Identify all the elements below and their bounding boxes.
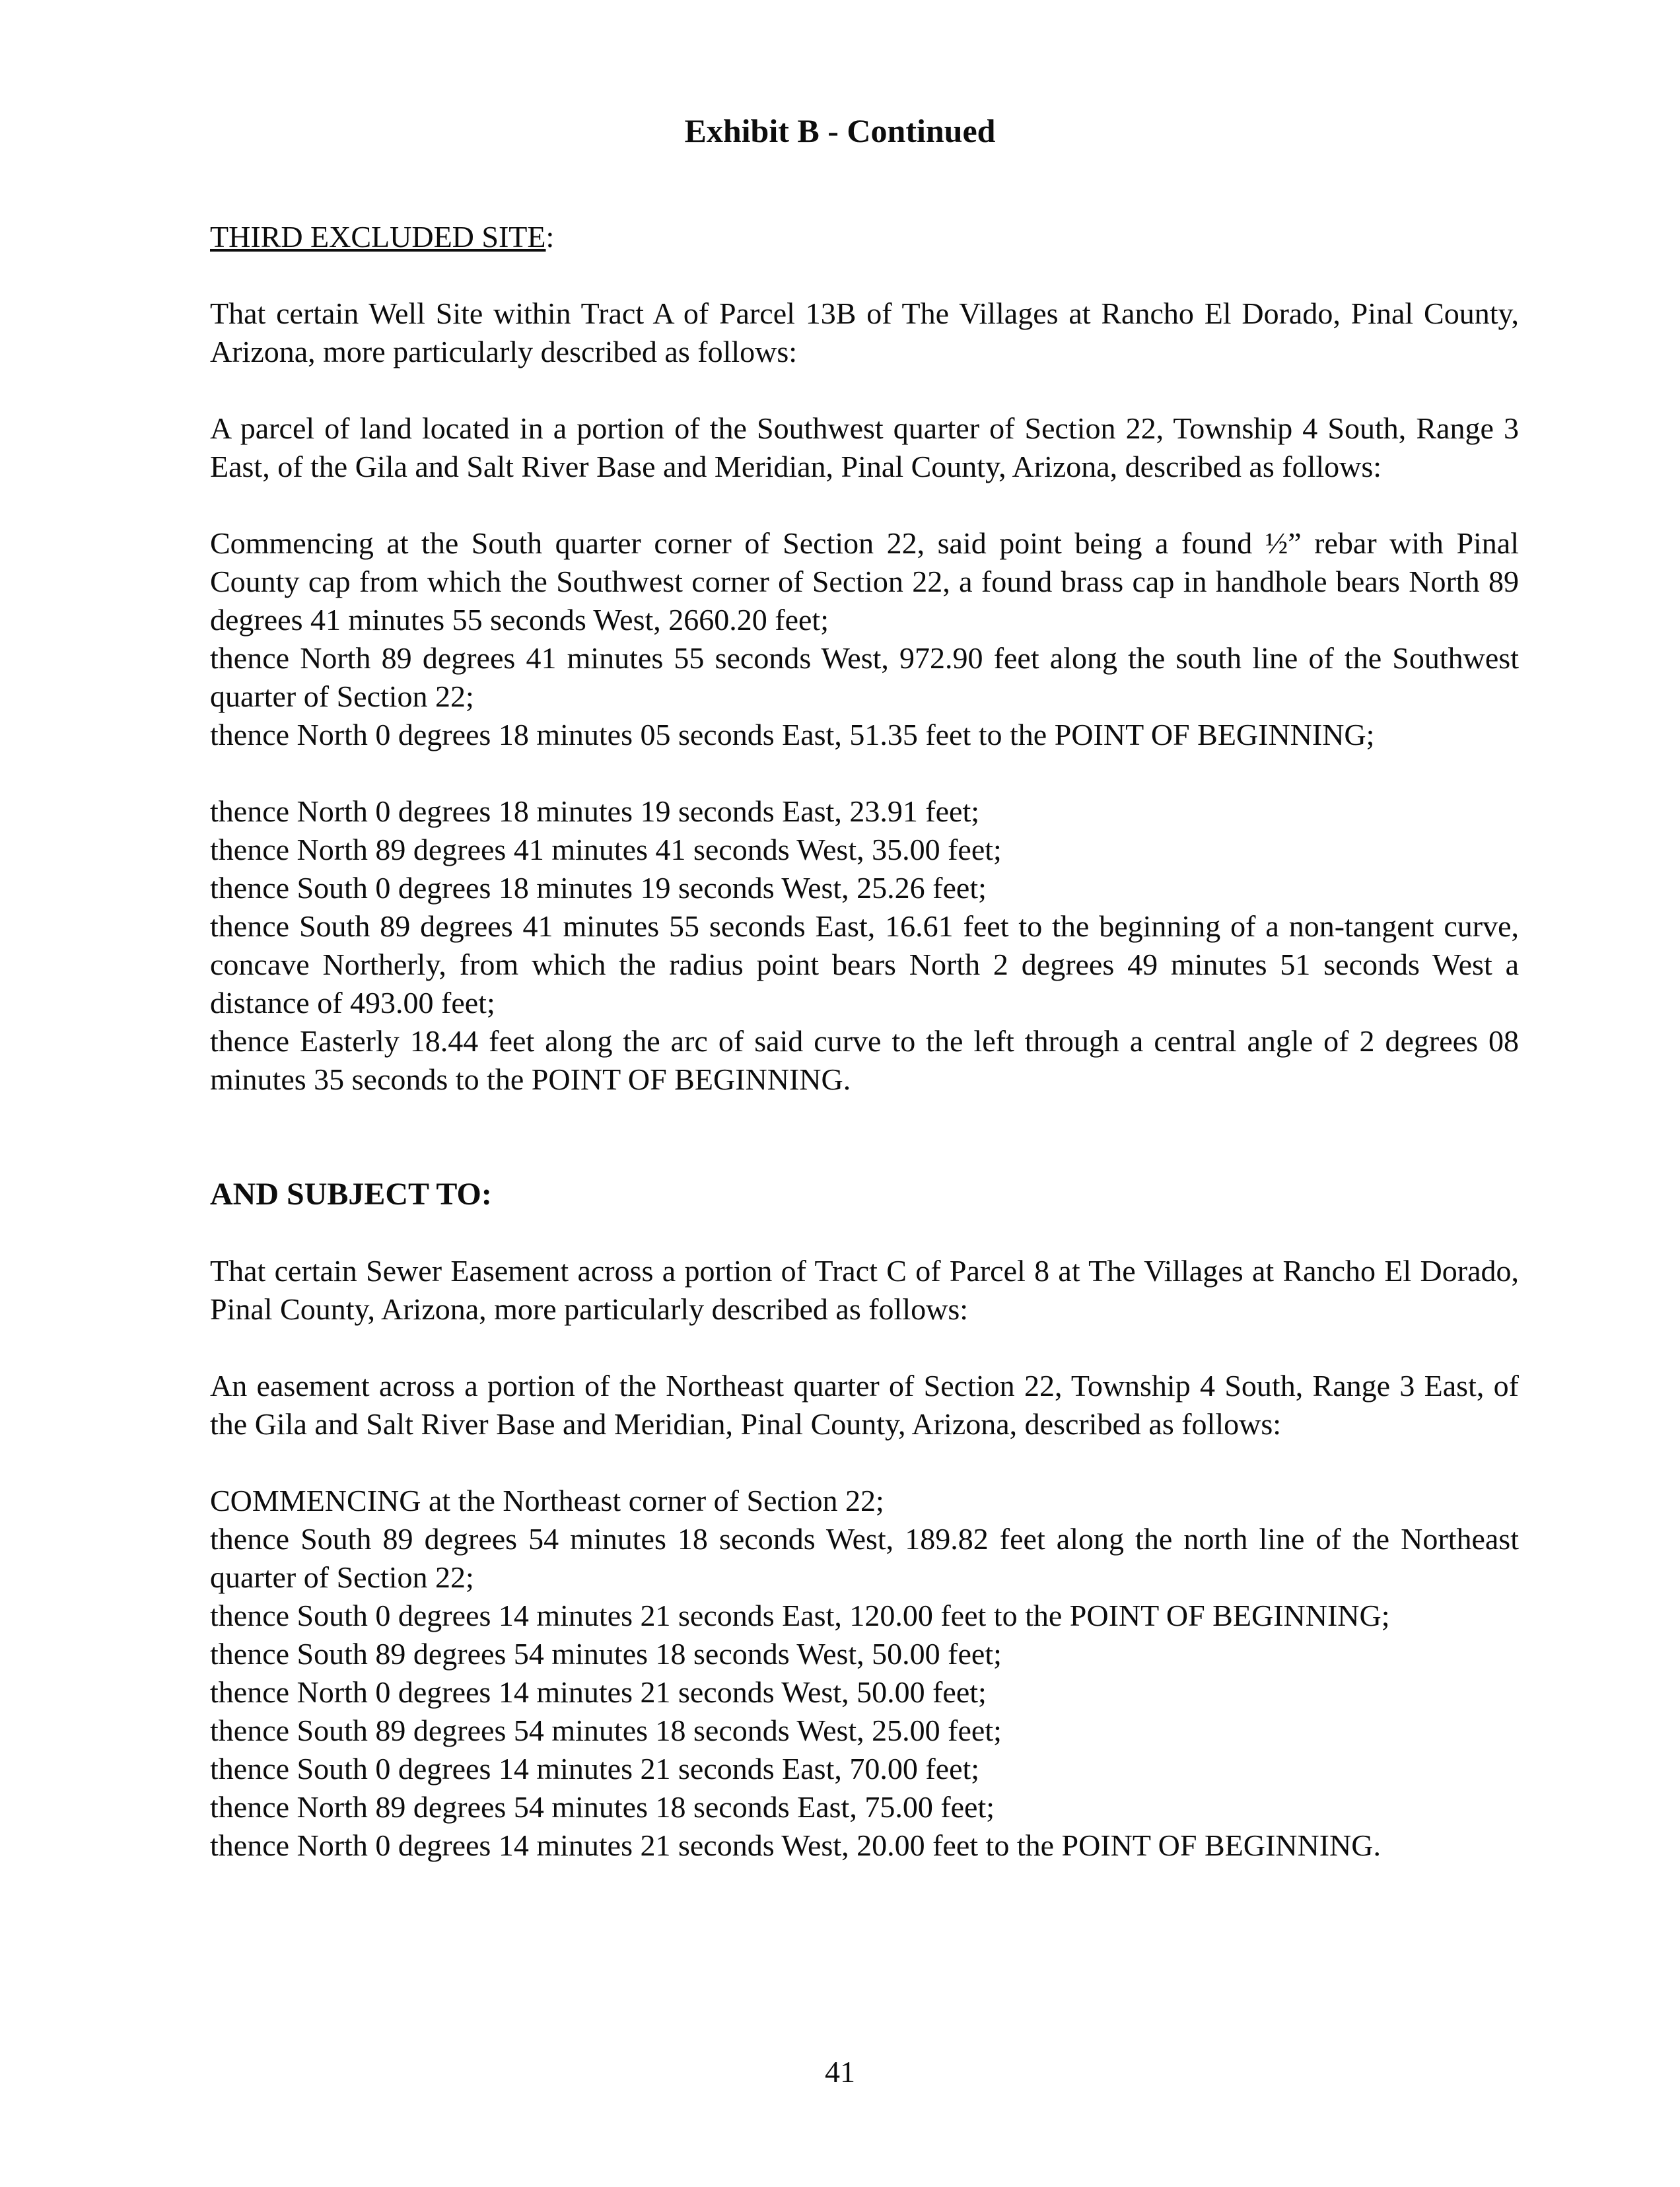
easement-course: thence North 89 degrees 54 minutes 18 seconds East, 75.00 feet; bbox=[210, 1790, 995, 1824]
sewer-easement-intro: That certain Sewer Easement across a portion of Tract C of Parcel 8 at The Villages at Rancho El Dorado, Pinal County, Arizona, more particularly described as follows: bbox=[210, 1254, 1519, 1326]
commencing-course: Commencing at the South quarter corner of Section 22, said point being a found ½” rebar with Pinal County cap from which the Southwest corner of Section 22, a found brass cap in handhole bears North 89 degrees 41 minutes 55 seconds West, 2660.20 feet; bbox=[210, 526, 1519, 637]
subject-to-heading: AND SUBJECT TO: bbox=[210, 1177, 492, 1212]
easement-course: thence North 0 degrees 14 minutes 21 seconds West, 50.00 feet; bbox=[210, 1675, 987, 1709]
third-site-heading-text: THIRD EXCLUDED SITE bbox=[210, 220, 546, 254]
boundary-course: thence South 0 degrees 18 minutes 19 seconds West, 25.26 feet; bbox=[210, 871, 987, 905]
easement-course: thence South 89 degrees 54 minutes 18 seconds West, 50.00 feet; bbox=[210, 1637, 1002, 1671]
third-site-heading bbox=[210, 218, 1519, 256]
parcel-description: A parcel of land located in a portion of the Southwest quarter of Section 22, Township 4 South, Range 3 East, of the Gila and Salt River Base and Meridian, Pinal County, Arizona, described as follows: bbox=[210, 411, 1519, 483]
easement-course: thence South 89 degrees 54 minutes 18 seconds West, 189.82 feet along the north line of the Northeast quarter of Section 22; bbox=[210, 1522, 1519, 1594]
page-number: 41 bbox=[825, 2055, 855, 2089]
page-title: Exhibit B - Continued bbox=[684, 112, 996, 149]
boundary-course: thence North 0 degrees 18 minutes 19 seconds East, 23.91 feet; bbox=[210, 794, 980, 828]
easement-course: thence South 0 degrees 14 minutes 21 seconds East, 120.00 feet to the POINT OF BEGINNING; bbox=[210, 1599, 1390, 1632]
third-site-heading-colon: : bbox=[545, 220, 555, 254]
easement-description: An easement across a portion of the Northeast quarter of Section 22, Township 4 South, Range 3 East, of the Gila and Salt River Base and Meridian, Pinal County, Arizona, described as follows: bbox=[210, 1369, 1519, 1441]
boundary-course: thence North 89 degrees 41 minutes 41 seconds West, 35.00 feet; bbox=[210, 833, 1002, 866]
commencing-course: thence North 0 degrees 18 minutes 05 seconds East, 51.35 feet to the POINT OF BEGINNING; bbox=[210, 718, 1375, 751]
well-site-intro: That certain Well Site within Tract A of Parcel 13B of The Villages at Rancho El Dorado, Pinal County, Arizona, more particularly described as follows: bbox=[210, 296, 1519, 368]
easement-course: thence North 0 degrees 14 minutes 21 seconds West, 20.00 feet to the POINT OF BEGINNING. bbox=[210, 1828, 1381, 1862]
easement-course: COMMENCING at the Northeast corner of Section 22; bbox=[210, 1484, 884, 1517]
document-body bbox=[210, 218, 1519, 1865]
easement-course: thence South 0 degrees 14 minutes 21 seconds East, 70.00 feet; bbox=[210, 1752, 980, 1786]
boundary-course: thence Easterly 18.44 feet along the arc of said curve to the left through a central angle of 2 degrees 08 minutes 35 seconds to the POINT OF BEGINNING. bbox=[210, 1024, 1519, 1096]
easement-course: thence South 89 degrees 54 minutes 18 seconds West, 25.00 feet; bbox=[210, 1714, 1002, 1747]
boundary-course: thence South 89 degrees 41 minutes 55 seconds East, 16.61 feet to the beginning of a non-tangent curve, concave Northerly, from which the radius point bears North 2 degrees 49 minutes 51 seconds West a distance of 493.00 feet; bbox=[210, 909, 1519, 1020]
commencing-course: thence North 89 degrees 41 minutes 55 seconds West, 972.90 feet along the south line of the Southwest quarter of Section 22; bbox=[210, 641, 1519, 713]
